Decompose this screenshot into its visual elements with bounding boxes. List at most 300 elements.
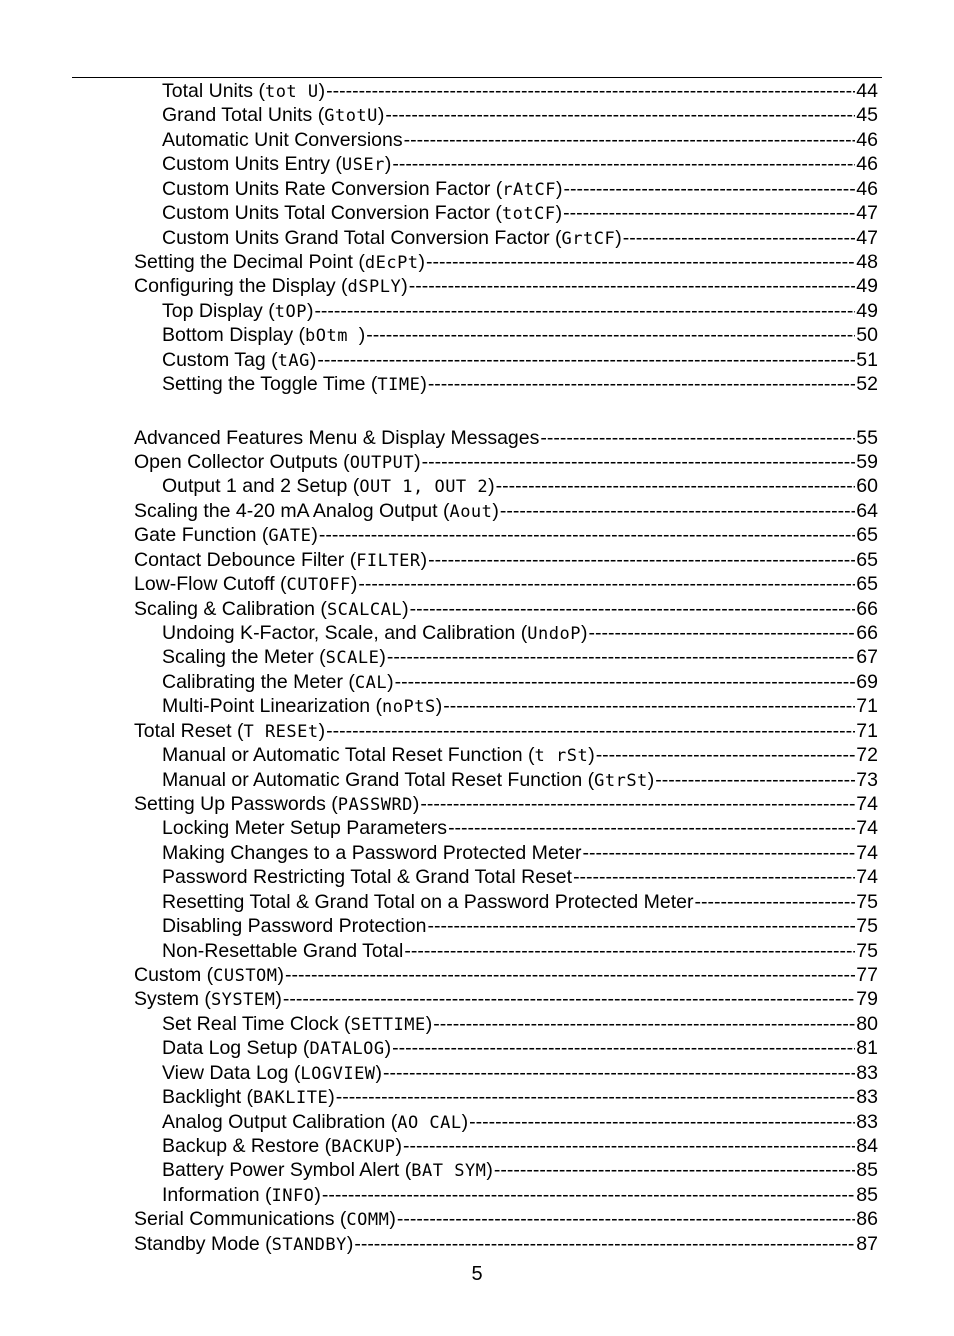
toc-entry-label: Serial Communications ( — [134, 1208, 347, 1230]
toc-entry — [162, 177, 878, 202]
toc-entry-title — [162, 323, 365, 348]
toc-entry-label: Custom Tag ( — [162, 349, 278, 371]
toc-entry-title — [134, 963, 284, 988]
toc-entry-page: 65 — [856, 573, 878, 595]
toc-entry-title — [162, 152, 391, 177]
toc-entry-display-code: CUSTOM — [213, 966, 278, 986]
toc-entry — [162, 914, 878, 938]
toc-dot-leader — [354, 1232, 855, 1256]
toc-entry-page: 74 — [856, 842, 878, 864]
toc-dot-leader — [426, 250, 855, 274]
toc-entry-display-code: GrtCF — [561, 229, 616, 249]
toc-entry-display-code: UndoP — [527, 624, 581, 644]
toc-entry — [162, 474, 878, 499]
toc-entry-label: Setting the Toggle Time ( — [162, 373, 378, 395]
toc-entry-display-code: GtotU — [324, 106, 378, 126]
toc-entry — [134, 450, 878, 475]
toc-entry — [162, 670, 878, 695]
toc-entry — [162, 79, 878, 104]
toc-entry-page: 74 — [856, 866, 878, 888]
toc-entry — [162, 323, 878, 348]
toc-dot-leader — [366, 323, 855, 347]
toc-entry — [162, 890, 878, 914]
toc-entry-title — [162, 621, 587, 646]
toc-entry-title — [162, 645, 386, 670]
toc-entry-label: Manual or Automatic Total Reset Function ( — [162, 744, 535, 766]
toc-entry-display-code: CUTOFF — [286, 575, 351, 595]
toc-entry — [162, 1134, 878, 1159]
toc-entry-title — [162, 177, 562, 202]
toc-entry-display-code: tAG — [277, 351, 310, 371]
toc-entry-title — [162, 1183, 321, 1208]
toc-entry-label: Standby Mode ( — [134, 1233, 272, 1255]
toc-entry-close-paren: ) — [350, 573, 358, 595]
toc-entry-title — [162, 226, 622, 251]
toc-entry-close-paren: ) — [420, 549, 428, 571]
toc-dot-leader — [596, 743, 856, 767]
toc-entry-page: 75 — [856, 940, 878, 962]
toc-dot-leader — [588, 621, 855, 645]
toc-entry-page: 46 — [856, 129, 878, 151]
toc-entry-title — [162, 768, 654, 793]
toc-entry-title — [162, 201, 562, 226]
toc-entry-close-paren: ) — [401, 275, 408, 297]
toc-dot-leader — [358, 572, 855, 596]
toc-entry-page: 48 — [856, 251, 878, 273]
toc-entry-display-code: t rSt — [534, 746, 589, 766]
toc-entry-display-code: BAT SYM — [411, 1161, 487, 1181]
toc-dot-leader — [283, 987, 855, 1011]
toc-entry-close-paren: ) — [555, 178, 563, 200]
toc-entry — [162, 348, 878, 373]
toc-entry-label: Disabling Password Protection — [162, 915, 427, 937]
toc-dot-leader — [392, 152, 855, 176]
toc-entry — [134, 963, 878, 988]
toc-entry — [162, 841, 878, 865]
toc-entry-display-code: INFO — [271, 1186, 315, 1206]
toc-dot-leader — [563, 177, 855, 201]
toc-entry-title — [162, 1110, 468, 1135]
toc-entry-close-paren: ) — [377, 104, 385, 126]
toc-entry — [162, 201, 878, 226]
toc-entry-label: Advanced Features Menu & Display Messages — [134, 427, 540, 449]
toc-entry-page: 52 — [856, 373, 878, 395]
toc-dot-leader — [385, 103, 855, 127]
toc-entry-label: Manual or Automatic Grand Total Reset Function ( — [162, 769, 595, 791]
toc-dot-leader — [428, 548, 855, 572]
toc-entry-label: Backup & Restore ( — [162, 1135, 332, 1157]
toc-entry-close-paren: ) — [425, 1013, 433, 1035]
toc-dot-leader — [403, 1134, 855, 1158]
toc-entry-title — [162, 79, 325, 104]
toc-dot-leader — [500, 499, 855, 523]
toc-entry — [162, 128, 878, 152]
toc-entry-label: Bottom Display ( — [162, 324, 306, 346]
toc-entry-display-code: LOGVIEW — [300, 1064, 376, 1084]
toc-entry-title — [162, 1158, 493, 1183]
toc-dot-leader — [397, 1207, 855, 1231]
toc-entry-close-paren: ) — [488, 475, 495, 497]
toc-entry-label: Total Reset ( — [134, 720, 244, 742]
toc-entry-label: Setting Up Passwords ( — [134, 793, 338, 815]
header-rule — [72, 77, 882, 78]
toc-entry-close-paren: ) — [311, 524, 318, 546]
toc-dot-leader — [336, 1085, 856, 1109]
toc-entry — [134, 719, 878, 744]
toc-entry-page: 49 — [856, 275, 878, 297]
toc-dot-leader — [285, 963, 855, 987]
toc-entry-title — [162, 128, 403, 152]
toc-entry-display-code: bOtm — [305, 326, 359, 346]
toc-entry-page: 85 — [856, 1159, 878, 1181]
toc-entry-page: 84 — [856, 1135, 878, 1157]
toc-entry-close-paren: ) — [318, 720, 326, 742]
toc-entry-label: Scaling the Meter ( — [162, 646, 326, 668]
toc-entry — [162, 103, 878, 128]
toc-entry-title — [134, 523, 318, 548]
toc-entry-close-paren: ) — [486, 1159, 493, 1181]
toc-entry-label: Analog Output Calibration ( — [162, 1111, 398, 1133]
toc-entry — [134, 1232, 878, 1257]
toc-entry — [162, 1183, 878, 1208]
toc-entry-label: Automatic Unit Conversions — [162, 129, 403, 151]
toc-entry-page: 87 — [856, 1233, 878, 1255]
toc-entry-close-paren: ) — [588, 744, 595, 766]
toc-entry — [134, 426, 878, 450]
toc-entry-label: Scaling the 4-20 mA Analog Output ( — [134, 500, 450, 522]
toc-entry-label: Open Collector Outputs ( — [134, 451, 350, 473]
toc-entry-page: 46 — [856, 153, 878, 175]
toc-entry-close-paren: ) — [555, 202, 563, 224]
toc-dot-leader — [623, 226, 856, 250]
toc-entry-close-paren: ) — [275, 988, 282, 1010]
toc-entry — [162, 1085, 878, 1110]
toc-entry-page: 83 — [856, 1062, 878, 1084]
toc-dot-leader — [655, 768, 855, 792]
toc-entry-page: 47 — [856, 227, 878, 249]
toc-entry-close-paren: ) — [387, 671, 394, 693]
toc-entry-display-code: SCALE — [325, 648, 380, 668]
toc-entry-label: Custom Units Entry ( — [162, 153, 342, 175]
toc-entry-page: 45 — [856, 104, 878, 126]
toc-entry — [134, 792, 878, 817]
toc-entry — [162, 299, 878, 324]
toc-entry-close-paren: ) — [418, 251, 426, 273]
toc-entry-page: 75 — [856, 915, 878, 937]
toc-entry-title — [162, 816, 447, 840]
toc-entry-title — [162, 474, 495, 499]
toc-entry — [162, 1061, 878, 1086]
toc-entry-display-code: BACKUP — [331, 1137, 396, 1157]
toc-entry-display-code: USEr — [341, 155, 385, 175]
toc-dot-leader — [494, 1158, 855, 1182]
toc-entry-display-code: dSPLY — [347, 277, 402, 297]
toc-entry-label: Grand Total Units ( — [162, 104, 325, 126]
toc-dot-leader — [443, 694, 855, 718]
toc-entry-title — [162, 865, 572, 889]
toc-entry-title — [162, 299, 313, 324]
toc-entry — [162, 939, 878, 963]
toc-dot-leader — [322, 1183, 855, 1207]
toc-entry-title — [134, 792, 419, 817]
toc-dot-leader — [422, 450, 856, 474]
toc-dot-leader — [319, 523, 855, 547]
toc-entry-display-code: SYSTEM — [210, 990, 276, 1010]
toc-dot-leader — [496, 474, 856, 498]
toc-dot-leader — [540, 426, 855, 450]
toc-dot-leader — [392, 1036, 855, 1060]
toc-entry-display-code: tOP — [274, 302, 307, 322]
toc-entry-page: 60 — [856, 475, 878, 497]
toc-dot-leader — [428, 372, 855, 396]
toc-entry — [162, 1012, 878, 1037]
toc-entry-label: Non-Resettable Grand Total — [162, 940, 404, 962]
toc-entry-close-paren: ) — [277, 964, 285, 986]
page-number: 5 — [471, 1263, 483, 1285]
toc-entry-display-code: PASSWRD — [337, 795, 413, 815]
toc-entry — [162, 865, 878, 889]
toc-entry — [134, 572, 878, 597]
toc-entry-label: Contact Debounce Filter ( — [134, 549, 357, 571]
toc-entry-close-paren: ) — [384, 153, 392, 175]
toc-entry-close-paren: ) — [379, 646, 386, 668]
toc-entry-page: 51 — [856, 349, 878, 371]
toc-dot-leader — [409, 274, 856, 298]
toc-entry-page: 66 — [856, 598, 878, 620]
toc-dot-leader — [427, 914, 855, 938]
toc-entry-close-paren: ) — [580, 622, 588, 644]
toc-entry-close-paren: ) — [420, 373, 427, 395]
toc-entry-close-paren: ) — [402, 598, 409, 620]
toc-dot-leader — [469, 1110, 855, 1134]
toc-entry-display-code: T RESEt — [243, 722, 319, 742]
toc-entry-close-paren: ) — [647, 769, 655, 791]
toc-entry — [134, 274, 878, 299]
toc-dot-leader — [582, 841, 855, 865]
toc-entry-title — [162, 1012, 432, 1037]
toc-dot-leader — [420, 792, 855, 816]
toc-entry-display-code: FILTER — [356, 551, 421, 571]
toc-entry-title — [162, 372, 427, 397]
toc-entry-title — [162, 939, 403, 963]
toc-entry-label: Custom Units Total Conversion Factor ( — [162, 202, 502, 224]
toc-entry-page: 75 — [856, 891, 878, 913]
toc-entry-display-code: tot U — [264, 82, 319, 102]
toc-entry-label: Custom Units Rate Conversion Factor ( — [162, 178, 503, 200]
toc-entry-title — [162, 841, 581, 865]
toc-entry-page: 71 — [856, 695, 878, 717]
toc-entry-label: Password Restricting Total & Grand Total Reset — [162, 866, 573, 888]
toc-entry-label: Resetting Total & Grand Total on a Password Protected Meter — [162, 891, 694, 913]
toc-entry — [134, 1207, 878, 1232]
toc-entry-close-paren: ) — [395, 1135, 402, 1157]
toc-entry-label: Custom ( — [134, 964, 214, 986]
toc-entry-close-paren: ) — [318, 80, 326, 102]
toc-dot-leader — [404, 128, 856, 152]
toc-entry — [162, 1158, 878, 1183]
toc-entry — [162, 152, 878, 177]
toc-entry-page: 74 — [856, 793, 878, 815]
toc-entry-page: 55 — [856, 427, 878, 449]
toc-entry-title — [134, 250, 425, 275]
toc-entry-page: 59 — [856, 451, 878, 473]
toc-entry-display-code: SCALCAL — [326, 600, 403, 620]
toc-entry-label: Scaling & Calibration ( — [134, 598, 327, 620]
toc-entry-title — [134, 450, 421, 475]
toc-entry-label: Multi-Point Linearization ( — [162, 695, 383, 717]
toc-entry — [162, 645, 878, 670]
toc-entry-label: Backlight ( — [162, 1086, 254, 1108]
toc-entry-display-code: BAKLITE — [253, 1088, 329, 1108]
toc-entry-close-paren: ) — [384, 1037, 392, 1059]
toc-entry-display-code: totCF — [501, 204, 556, 224]
toc-entry-title — [162, 1134, 402, 1159]
toc-entry-close-paren: ) — [435, 695, 443, 717]
toc-entry-label: Custom Units Grand Total Conversion Factor ( — [162, 227, 562, 249]
toc-entry-display-code: STANDBY — [271, 1235, 347, 1255]
toc-entry-page: 83 — [856, 1086, 878, 1108]
toc-dot-leader — [395, 670, 856, 694]
toc-entry-page: 50 — [856, 324, 878, 346]
toc-entry-page: 73 — [856, 769, 878, 791]
toc-entry-display-code: COMM — [346, 1210, 390, 1230]
toc-entry-page: 77 — [856, 964, 878, 986]
toc-dot-leader — [563, 201, 855, 225]
toc-entry-title — [162, 1036, 391, 1061]
toc-entry-close-paren: ) — [375, 1062, 383, 1084]
toc-entry-display-code: Aout — [449, 502, 493, 522]
toc-entry-display-code: noPtS — [382, 697, 436, 717]
toc-dot-leader — [317, 348, 855, 372]
toc-entry-title — [162, 743, 595, 768]
toc-entry-close-paren: ) — [358, 324, 366, 346]
toc-entry-title — [162, 348, 316, 373]
toc-entry-close-paren: ) — [389, 1208, 396, 1230]
toc-entry-title — [134, 572, 357, 597]
toc-entry-display-code: GtrSt — [594, 771, 648, 791]
toc-entry — [162, 768, 878, 793]
toc-entry-title — [162, 890, 693, 914]
toc-entry-page: 80 — [856, 1013, 878, 1035]
toc-entry — [162, 743, 878, 768]
toc-entry-display-code: OUT 1, OUT 2 — [359, 477, 489, 497]
toc-entry-page: 85 — [856, 1184, 878, 1206]
toc-entry-display-code: CAL — [354, 673, 388, 693]
toc-dot-leader — [387, 645, 855, 669]
toc-entry — [162, 1036, 878, 1061]
toc-entry-title — [134, 987, 282, 1012]
toc-entry-close-paren: ) — [492, 500, 499, 522]
toc-entry-page: 86 — [856, 1208, 878, 1230]
toc-entry-close-paren: ) — [412, 793, 420, 815]
toc-entry-page: 71 — [856, 720, 878, 742]
toc-entry-title — [134, 548, 427, 573]
toc-entry-display-code: DATALOG — [309, 1039, 385, 1059]
toc-dot-leader — [326, 79, 855, 103]
toc-entry-page: 65 — [856, 549, 878, 571]
toc-entry-close-paren: ) — [615, 227, 622, 249]
toc-entry-page: 65 — [856, 524, 878, 546]
toc-entry-label: Total Units ( — [162, 80, 265, 102]
toc-entry-display-code: AO CAL — [397, 1113, 462, 1133]
toc-entry-label: Configuring the Display ( — [134, 275, 348, 297]
toc-entry-page: 69 — [856, 671, 878, 693]
toc-entry-label: Calibrating the Meter ( — [162, 671, 355, 693]
toc-entry-title — [162, 694, 442, 719]
toc-entry-label: Setting the Decimal Point ( — [134, 251, 365, 273]
toc-entry — [134, 987, 878, 1012]
toc-entry-display-code: SETTIME — [350, 1015, 426, 1035]
toc-entry-title — [162, 914, 426, 938]
toc-entry-title — [134, 1207, 396, 1232]
toc-entry-close-paren: ) — [346, 1233, 354, 1255]
toc-entry-close-paren: ) — [328, 1086, 335, 1108]
toc-entry-page: 72 — [856, 744, 878, 766]
toc-entry-label: Making Changes to a Password Protected Meter — [162, 842, 582, 864]
toc-entry-label: Low-Flow Cutoff ( — [134, 573, 287, 595]
toc-entry-title — [162, 1085, 335, 1110]
toc-dot-leader — [448, 816, 855, 840]
toc-dot-leader — [314, 299, 855, 323]
toc-entry-title — [134, 597, 409, 622]
toc-dot-leader — [404, 939, 855, 963]
toc-entry-title — [134, 719, 325, 744]
toc-entry — [134, 250, 878, 275]
toc-entry-label: Undoing K-Factor, Scale, and Calibration ( — [162, 622, 528, 644]
toc-dot-leader — [433, 1012, 855, 1036]
toc-entry-page: 64 — [856, 500, 878, 522]
toc-dot-leader — [573, 865, 855, 889]
toc-entry-close-paren: ) — [314, 1184, 321, 1206]
toc-entry-label: Top Display ( — [162, 300, 275, 322]
toc-entry — [134, 523, 878, 548]
toc-entry-page: 67 — [856, 646, 878, 668]
toc-entry-title — [134, 274, 408, 299]
toc-entry-title — [162, 1061, 382, 1086]
toc-entry-title — [162, 103, 384, 128]
toc-entry-close-paren: ) — [306, 300, 314, 322]
toc-entry-page: 49 — [856, 300, 878, 322]
toc-dot-leader — [694, 890, 855, 914]
toc-entry — [162, 816, 878, 840]
toc-entry-page: 66 — [856, 622, 878, 644]
toc-dot-leader — [383, 1061, 855, 1085]
toc-entry-close-paren: ) — [309, 349, 317, 371]
toc-entry — [162, 621, 878, 646]
toc-entry-label: Data Log Setup ( — [162, 1037, 310, 1059]
toc-entry-display-code: rAtCF — [502, 180, 556, 200]
toc-entry — [134, 499, 878, 524]
toc-entry-label: Output 1 and 2 Setup ( — [162, 475, 360, 497]
toc-entry-page: 46 — [856, 178, 878, 200]
toc-entry-title — [162, 670, 394, 695]
toc-entry — [162, 1110, 878, 1135]
toc-entry-page: 74 — [856, 817, 878, 839]
toc-entry-display-code: OUTPUT — [349, 453, 415, 473]
toc-entry-label: Gate Function ( — [134, 524, 269, 546]
toc-entry — [162, 372, 878, 397]
toc-entry — [134, 548, 878, 573]
toc-entry-label: System ( — [134, 988, 211, 1010]
toc-entry-label: Battery Power Symbol Alert ( — [162, 1159, 412, 1181]
toc-entry-label: Set Real Time Clock ( — [162, 1013, 351, 1035]
toc-entry-page: 81 — [856, 1037, 878, 1059]
toc-entry — [162, 226, 878, 251]
toc-entry — [134, 597, 878, 622]
toc-entry-label: View Data Log ( — [162, 1062, 301, 1084]
toc-entry-display-code: GATE — [268, 526, 312, 546]
toc-dot-leader — [326, 719, 855, 743]
